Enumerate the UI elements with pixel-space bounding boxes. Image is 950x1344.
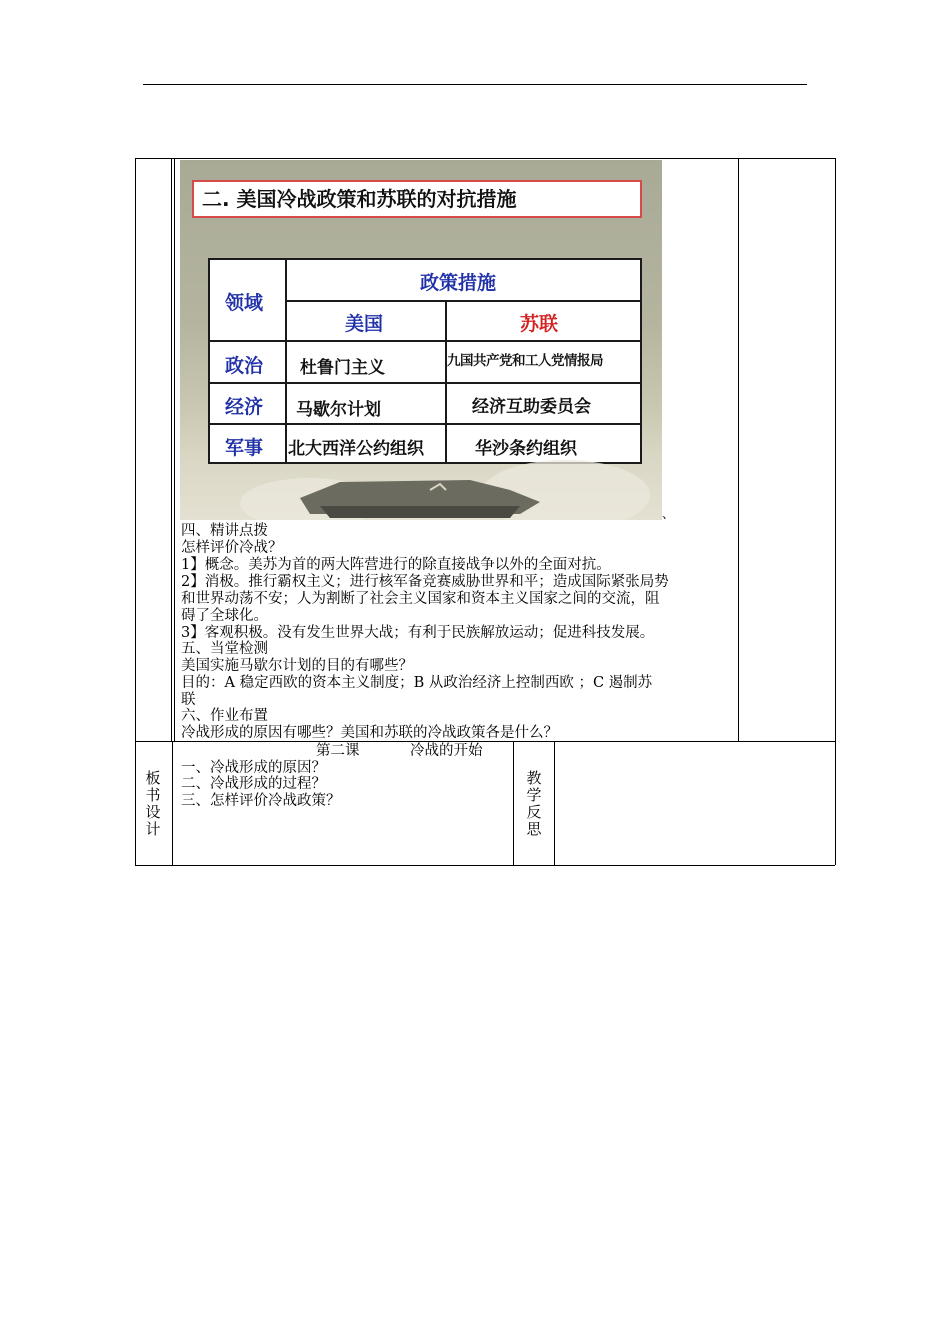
policy-table-vline [285,260,287,464]
row-us-policy: 北大西洋公约组织 [288,439,424,459]
board-lesson-title: 冷战的开始 [410,743,483,759]
homework: 冷战形成的原因有哪些？美国和苏联的冷战政策各是什么？ [181,725,558,741]
table-col-divider-4 [554,741,555,865]
board-design-label: 板 书 设 计 [145,769,161,838]
table-right-border [835,158,836,865]
slide-image [180,160,662,520]
policy-table [208,258,642,464]
column-us: 美国 [345,313,384,335]
section4-title: 四、精讲点拨 [181,523,268,539]
row-ussr-policy: 经济互助委员会 [472,397,591,417]
table-col-divider-1b [174,158,175,741]
answer-line-1: 目的：A 稳定西欧的资本主义制度；B 从政治经济上控制西欧 ；C 遏制苏 [181,675,653,691]
answer-line-2: 联 [181,692,196,708]
table-col-divider-1c [172,741,173,865]
point-2-line-3: 碍了全球化。 [181,608,268,624]
row-field: 经济 [225,396,264,418]
tank-silhouette [280,468,560,520]
policy-table-hline [286,300,642,302]
policy-table-hline [210,423,642,425]
point-2-line-2: 和世界动荡不安；人为割断了社会主义国家和资本主义国家之间的交流，阻 [181,591,660,607]
table-left-border [135,158,136,865]
board-item: 一、冷战形成的原因？ [181,760,326,776]
board-lesson: 第二课 [316,743,360,759]
section5-title: 五、当堂检测 [181,641,268,657]
table-col-divider-3 [513,741,514,865]
reflection-label: 教 学 反 思 [526,769,542,838]
column-ussr: 苏联 [520,313,559,335]
board-item: 三、怎样评价冷战政策？ [181,793,341,809]
slide-title: 二. 美国冷战政策和苏联的对抗措施 [192,180,642,218]
table-col-divider-2 [738,158,739,741]
question-evaluate: 怎样评价冷战？ [181,540,283,556]
table-top-border [135,158,835,159]
after-slide-mark: 、 [662,507,675,521]
policy-table-vline [445,300,447,464]
point-3: 3】客观积极。没有发生世界大战；有利于民族解放运动；促进科技发展。 [181,625,655,641]
header-field: 领域 [225,292,264,314]
row-us-policy: 马歇尔计划 [296,400,381,420]
row-ussr-policy: 华沙条约组织 [475,439,577,459]
point-1: 1】概念。美苏为首的两大阵营进行的除直接战争以外的全面对抗。 [181,557,611,573]
section6-title: 六、作业布置 [181,708,268,724]
board-item: 二、冷战形成的过程？ [181,776,326,792]
policy-table-hline [210,382,642,384]
row-us-policy: 杜鲁门主义 [300,358,385,378]
table-bottom-border [135,865,835,866]
table-col-divider-1a [171,158,172,741]
policy-table-hline [210,340,642,342]
header-policy: 政策措施 [420,272,497,294]
point-2-line-1: 2】消极。推行霸权主义；进行核军备竞赛威胁世界和平；造成国际紧张局势 [181,574,669,590]
header-rule [143,84,807,85]
row-field: 军事 [225,437,264,459]
row-ussr-policy: 九国共产党和工人党情报局 [447,353,603,369]
question-marshall: 美国实施马歇尔计划的目的有哪些？ [181,658,413,674]
row-field: 政治 [225,355,264,377]
